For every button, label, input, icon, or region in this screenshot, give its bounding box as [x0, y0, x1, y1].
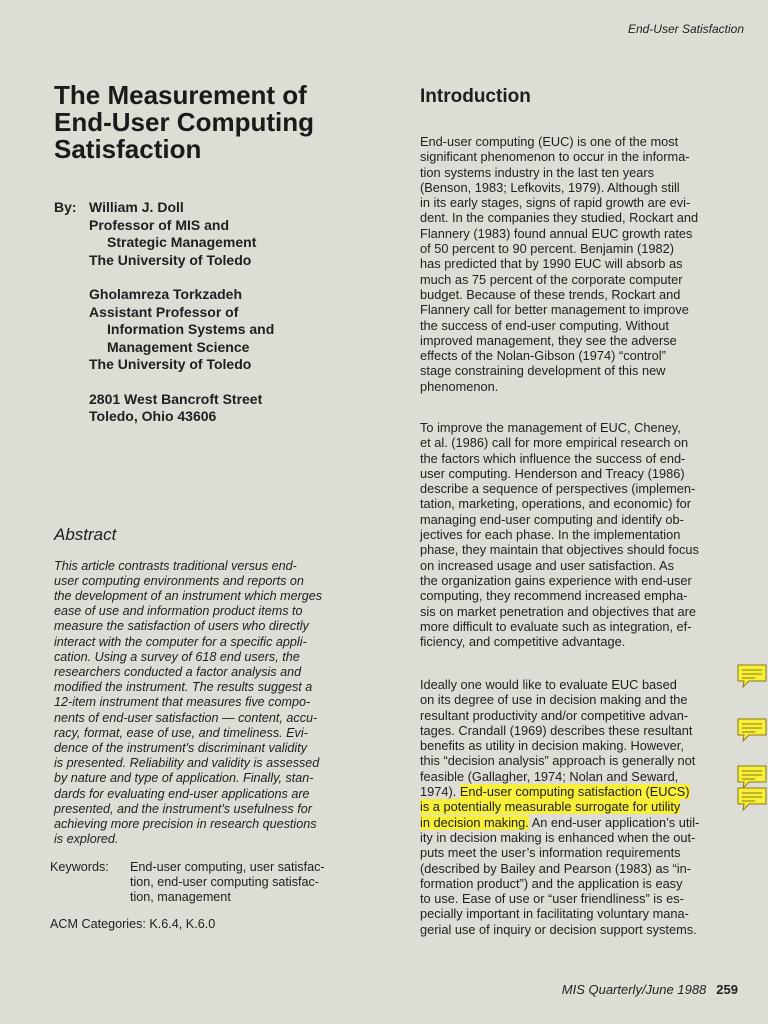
text-line: computing, they recommend increased empha-: [420, 588, 688, 604]
text-line: on its degree of use in decision making and the: [420, 692, 688, 708]
abstract-line: 12-item instrument that measures five compo-: [54, 695, 311, 710]
text-line: user computing. Henderson and Treacy (1986): [420, 465, 685, 481]
author-affiliation: Management Science: [107, 338, 250, 355]
article-title: [54, 82, 378, 163]
page-number: 259: [716, 982, 738, 997]
abstract-line: is explored.: [54, 832, 119, 847]
abstract-line: nents of end-user satisfaction — content, accu-: [54, 710, 318, 725]
section-heading-introduction: Introduction: [420, 86, 531, 107]
text-line: phenomenon.: [420, 378, 499, 394]
paragraph: [420, 420, 699, 649]
left-column: [54, 82, 378, 847]
journal-citation: MIS Quarterly/June 1988: [561, 982, 707, 997]
text-line: (described by Bailey and Pearson (1983) as “in-: [420, 860, 692, 876]
running-header: End-User Satisfaction: [627, 22, 744, 36]
abstract-line: measure the satisfaction of users who directly: [54, 619, 309, 634]
text-line: formation product”) and the application is easy: [420, 875, 683, 891]
text-line: much as 75 percent of the corporate computer: [420, 271, 683, 287]
text-line: (Benson, 1983; Lefkovits, 1979). Although still: [420, 179, 680, 195]
abstract-line: racy, format, ease of use, and timeliness. Evi-: [54, 725, 308, 740]
comment-note-icon[interactable]: [737, 664, 767, 688]
highlighted-text[interactable]: End-user computing satisfaction (EUCS): [459, 784, 690, 800]
acm-categories: ACM Categories: K.6.4, K.6.0: [50, 917, 216, 931]
author-affiliation: Strategic Management: [107, 234, 257, 250]
text-line: jectives for each phase. In the implementation: [420, 527, 681, 543]
text-line: tages. Crandall (1969) describes these resultant: [420, 722, 693, 738]
text-line: [420, 815, 699, 830]
text-line: To improve the management of EUC, Cheney,: [420, 420, 681, 435]
comment-note-icon[interactable]: [737, 787, 767, 811]
text-line: [420, 784, 699, 799]
keywords-line: tion, management: [130, 890, 231, 904]
title-line: The Measurement of: [54, 80, 307, 110]
text-line: End-user computing (EUC) is one of the most: [420, 134, 679, 149]
author-name: Gholamreza Torkzadeh: [89, 286, 243, 302]
abstract-line: dards for evaluating end-user applications are: [54, 786, 310, 801]
text-line: this “decision analysis” approach is generally not: [420, 753, 696, 769]
keywords-line: tion, end-user computing satisfac-: [130, 875, 319, 889]
by-label: By:: [54, 199, 77, 215]
text-segment: An end-user application’s util-: [528, 814, 700, 830]
author-affiliation: Professor of MIS and: [89, 216, 230, 233]
abstract-line: ease of use and information product items to: [54, 604, 303, 619]
abstract-line: researchers conducted a factor analysis and: [54, 665, 302, 680]
right-column: [420, 86, 742, 937]
abstract-line: the development of an instrument which merges: [54, 589, 323, 604]
text-line: puts meet the user’s information requirements: [420, 845, 681, 861]
comment-note-icon[interactable]: [737, 718, 767, 742]
text-line: pecially important in facilitating voluntary mana-: [420, 906, 689, 922]
text-line: the factors which influence the success of end-: [420, 450, 686, 466]
text-line: Ideally one would like to evaluate EUC based: [420, 677, 677, 692]
text-line: the organization gains experience with end-user: [420, 572, 692, 588]
text-line: has predicted that by 1990 EUC will absorb as: [420, 256, 683, 272]
text-line: the success of end-user computing. Without: [420, 317, 669, 333]
address-line: 2801 West Bancroft Street: [89, 390, 263, 407]
text-line: significant phenomenon to occur in the informa-: [420, 149, 690, 165]
abstract-line: presented, and the instrument's usefulness for: [54, 801, 312, 816]
text-line: benefits as utility in decision making. However,: [420, 738, 684, 754]
text-line: tation, marketing, operations, and economic) for: [420, 496, 692, 512]
abstract-line: modified the instrument. The results suggest a: [54, 680, 313, 695]
text-line: more difficult to evaluate such as integration, ef-: [420, 618, 692, 634]
comment-note-icon[interactable]: [737, 765, 767, 789]
abstract-line: user computing environments and reports on: [54, 573, 304, 588]
text-line: improved management, they see the adverse: [420, 332, 677, 348]
page-footer: [562, 982, 738, 997]
text-line: et al. (1986) call for more empirical research on: [420, 435, 689, 451]
text-line: ity in decision making is enhanced when the out-: [420, 829, 696, 845]
author-affiliation: Assistant Professor of: [89, 303, 239, 320]
text-line: in its early stages, signs of rapid growth are evi-: [420, 195, 691, 211]
abstract-line: by nature and type of application. Finally, stan-: [54, 771, 314, 786]
abstract-heading: Abstract: [54, 524, 117, 544]
text-line: budget. Because of these trends, Rockart and: [420, 286, 681, 302]
abstract-line: dence of the instrument's discriminant validity: [54, 741, 307, 756]
address-line: Toledo, Ohio 43606: [89, 408, 217, 424]
byline: [54, 199, 378, 426]
text-line: effects of the Nolan-Gibson (1974) “control”: [420, 348, 666, 364]
author-affiliation: The University of Toledo: [89, 251, 252, 268]
abstract-line: interact with the computer for a specific appli-: [54, 634, 307, 649]
text-line: tion systems industry in the last ten years: [420, 164, 654, 180]
paragraph: [420, 134, 698, 394]
paragraph: [420, 677, 699, 937]
author-affiliation: Information Systems and: [107, 321, 275, 337]
text-line: describe a sequence of perspectives (implemen-: [420, 481, 696, 497]
text-line: ficiency, and competitive advantage.: [420, 634, 626, 650]
abstract-body: [54, 559, 378, 848]
abstract-line: cation. Using a survey of 618 end users, the: [54, 649, 300, 664]
highlighted-text[interactable]: is a potentially measurable surrogate for utility: [420, 799, 681, 815]
author-affiliation: The University of Toledo: [89, 356, 252, 372]
keywords-line: End-user computing, user satisfac-: [130, 860, 325, 874]
abstract-line: This article contrasts traditional versus end-: [54, 558, 297, 573]
title-line: Satisfaction: [54, 134, 202, 164]
text-line: to use. Ease of use or “user friendliness” is es-: [420, 891, 684, 907]
text-line: dent. In the companies they studied, Rockart and: [420, 210, 699, 226]
highlighted-text[interactable]: in decision making.: [420, 814, 529, 830]
text-line: Flannery call for better management to improve: [420, 302, 689, 318]
text-line: of 50 percent to 90 percent. Benjamin (1982): [420, 241, 674, 257]
text-line: resultant productivity and/or competitive advan-: [420, 707, 689, 723]
text-line: sis on market penetration and objectives that are: [420, 603, 697, 619]
text-line: managing end-user computing and identify ob-: [420, 511, 684, 527]
text-line: [420, 799, 699, 814]
text-line: feasible (Gallagher, 1974; Nolan and Seward,: [420, 768, 679, 784]
keywords-label: Keywords:: [50, 860, 109, 874]
text-line: stage constraining development of this new: [420, 363, 666, 379]
text-line: on increased usage and user satisfaction. As: [420, 557, 674, 573]
keywords: [50, 860, 325, 905]
text-segment: 1974).: [420, 784, 460, 800]
title-line: End-User Computing: [54, 107, 314, 137]
author-name: William J. Doll: [89, 199, 184, 215]
abstract-line: is presented. Reliability and validity is assessed: [54, 756, 320, 771]
text-line: Flannery (1983) found annual EUC growth rates: [420, 225, 693, 241]
text-line: phase, they maintain that objectives should focus: [420, 542, 699, 558]
abstract-line: achieving more precision in research questions: [54, 817, 317, 832]
text-line: gerial use of inquiry or decision support systems.: [420, 921, 697, 937]
